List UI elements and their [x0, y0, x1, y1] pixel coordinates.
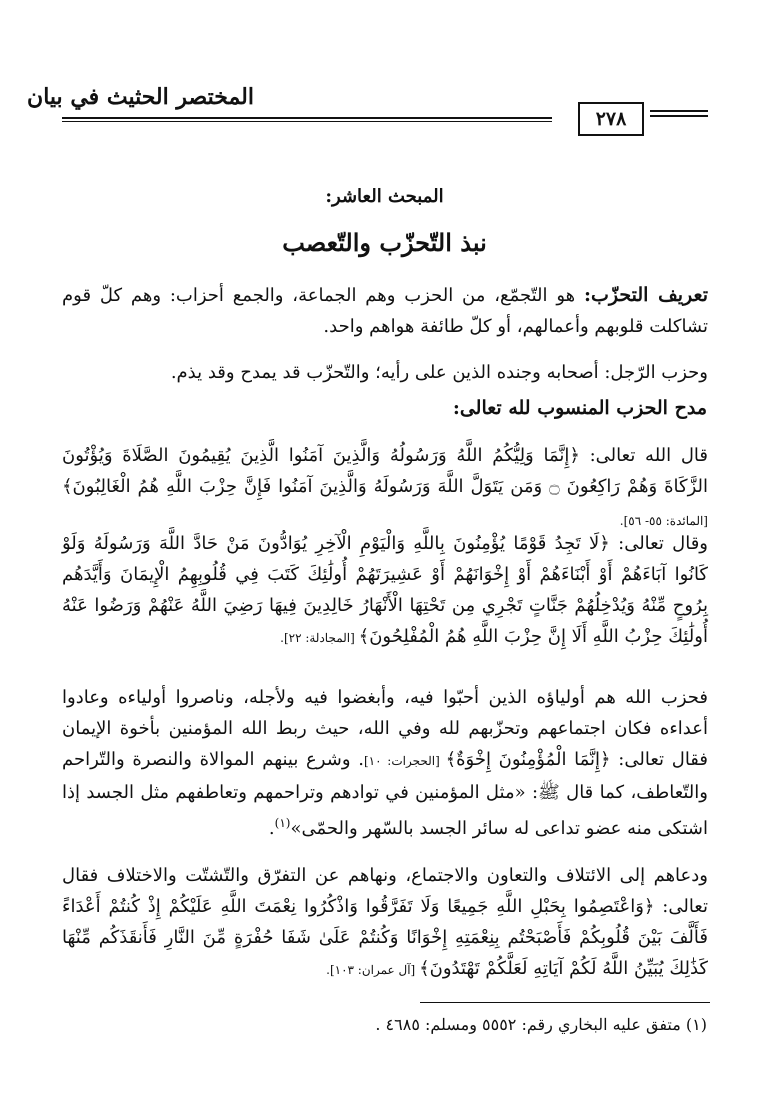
verse-paragraph-maida: [62, 440, 708, 537]
header-ornament-bars: [650, 110, 708, 120]
quran-verse: ﴿وَاعْتَصِمُوا بِحَبْلِ اللَّهِ جَمِيعًا وَلَا تَفَرَّقُوا وَاذْكُرُوا نِعْمَتَ اللَّهِ عَلَيْكُمْ إِذْ كُنتُمْ أَعْدَاءً فَأَلَّفَ بَيْنَ قُلُوبِكُمْ فَأَصْبَحْتُم بِنِعْمَتِهِ إِخْوَانًا وَكُنتُمْ عَلَىٰ شَفَا حُفْرَةٍ مِّنَ النَّارِ فَأَنقَذَكُم مِّنْهَا كَذَٰلِكَ يُبَيِّنُ اللَّهُ لَكُمْ آيَاتِهِ لَعَلَّكُمْ تَهْتَدُونَ﴾: [62, 896, 708, 979]
page-number: ٢٧٨: [578, 102, 644, 136]
header-rule: [62, 117, 552, 122]
verse-intro: قال الله تعالى:: [579, 445, 708, 466]
verse-citation: [المجادلة: ٢٢].: [280, 631, 359, 645]
definition-text: هو التّجمّع، من الحزب وهم الجماعة، والجمع أحزاب: وهم كلّ قوم تشاكلت قلوبهم وأعمالهم، أو كلّ طائفة هواهم واحد.: [62, 285, 708, 337]
footnote: (١) متفق عليه البخاري رقم: ٥٥٥٢ ومسلم: ٤٦٨٥ .: [375, 1015, 707, 1034]
paragraph-text: . وشرع بينهم الموالاة والنصرة والتّراحم والتّعاطف، كما قال ﷺ: «مثل المؤمنين في توادهم وتراحمهم وتعاطفهم مثل الجسد إذا اشتكى منه عضو تداعى له سائر الجسد بالسّهر والحمّى»: [62, 749, 708, 839]
quran-verse: ﴿إِنَّمَا الْمُؤْمِنُونَ إِخْوَةٌ﴾: [445, 749, 611, 770]
subheading: مدح الحزب المنسوب لله تعالى:: [452, 397, 707, 419]
hizb-text: وحزب الرّجل: أصحابه وجنده الذين على رأيه؛ والتّحزّب قد يمدح وقد يذم.: [170, 362, 708, 383]
paragraph-end: .: [268, 818, 275, 839]
allies-paragraph: [62, 682, 708, 844]
section-label: المبحث العاشر:: [325, 186, 444, 207]
verse-intro: وقال تعالى:: [609, 533, 708, 554]
hizb-paragraph: [62, 357, 708, 388]
chapter-title: نبذ التّحزّب والتّعصب: [282, 228, 487, 257]
unity-paragraph: [62, 860, 708, 986]
footnote-rule: [420, 1002, 710, 1003]
definition-lead: تعريف التحزّب:: [583, 284, 708, 306]
verse-citation: [المائدة: ٥٥- ٥٦].: [619, 514, 708, 528]
quran-verse: ﴿إِنَّمَا وَلِيُّكُمُ اللَّهُ وَرَسُولُهُ وَالَّذِينَ آمَنُوا الَّذِينَ يُقِيمُونَ الصَّلَاةَ وَيُؤْتُونَ الزَّكَاةَ وَهُمْ رَاكِعُونَ ۝ وَمَن يَتَوَلَّ اللَّهَ وَرَسُولَهُ وَالَّذِينَ آمَنُوا فَإِنَّ حِزْبَ اللَّهِ هُمُ الْغَالِبُونَ﴾: [62, 445, 708, 497]
paragraph-text: ودعاهم إلى الائتلاف والتعاون والاجتماع، ونهاهم عن التفرّق والتّشتّت والاختلاف فقال تعالى:: [62, 865, 708, 917]
verse-citation: [الحجرات: ١٠]: [363, 754, 446, 768]
quran-verse: ﴿لَا تَجِدُ قَوْمًا يُؤْمِنُونَ بِاللَّهِ وَالْيَوْمِ الْآخِرِ يُوَادُّونَ مَنْ حَادَّ اللَّهَ وَرَسُولَهُ وَلَوْ كَانُوا آبَاءَهُمْ أَوْ أَبْنَاءَهُمْ أَوْ إِخْوَانَهُمْ أَوْ عَشِيرَتَهُمْ أُولَٰئِكَ كَتَبَ فِي قُلُوبِهِمُ الْإِيمَانَ وَأَيَّدَهُم بِرُوحٍ مِّنْهُ وَيُدْخِلُهُمْ جَنَّاتٍ تَجْرِي مِن تَحْتِهَا الْأَنْهَارُ خَالِدِينَ فِيهَا رَضِيَ اللَّهُ عَنْهُمْ وَرَضُوا عَنْهُ أُولَٰئِكَ حِزْبُ اللَّهِ أَلَا إِنَّ حِزْبَ اللَّهِ هُمُ الْمُفْلِحُونَ﴾: [62, 533, 708, 647]
verse-citation: [آل عمران: ١٠٣].: [326, 963, 420, 977]
paragraph-text: فحزب الله هم أولياؤه الذين أحبّوا فيه، وأبغضوا فيه ولأجله، وناصروا أولياءه وعادوا أعداءه فكان اجتماعهم وتحزّبهم لله وفي الله، حيث ربط الله المؤمنين بأخوة الإيمان فقال تعالى:: [62, 687, 709, 770]
footnote-marker: (١): [274, 816, 291, 830]
running-header-title: المختصر الحثيث في بيان: [27, 84, 254, 110]
definition-paragraph: [62, 280, 708, 342]
verse-paragraph-mujadila: [62, 528, 708, 654]
